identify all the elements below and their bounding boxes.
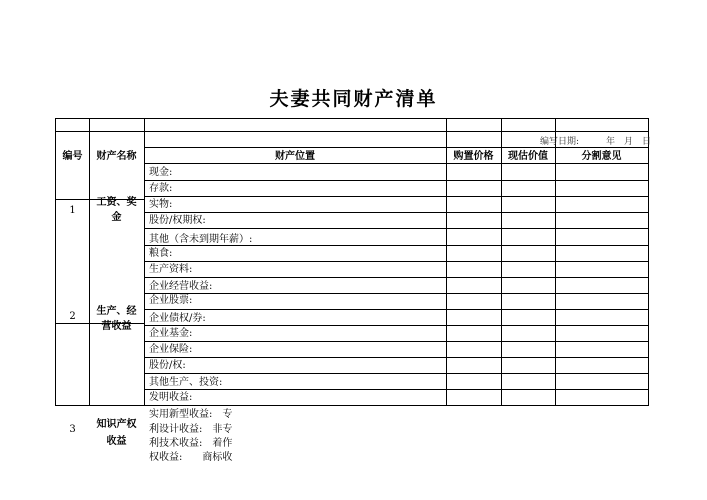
item-label: 股份/权: — [149, 360, 186, 371]
group-name: 知识产权 — [96, 419, 137, 430]
table-row-line — [144, 212, 649, 213]
table-row-line — [144, 261, 649, 262]
date-line: 编写日期: 年 月 日 — [540, 137, 652, 147]
ip-item-text: 利技术收益: 着作 — [149, 438, 233, 449]
table-row-line — [144, 196, 649, 197]
table-row-line — [144, 341, 649, 342]
table-row-line — [144, 293, 649, 294]
group-number: 2 — [69, 311, 76, 322]
group-name: 工资、奖 — [96, 197, 137, 208]
item-label: 股份/权期权: — [149, 215, 206, 226]
header-no: 编号 — [62, 151, 83, 162]
group-number: 3 — [69, 424, 76, 435]
item-label: 现金: — [149, 167, 173, 178]
header-location: 财产位置 — [275, 151, 315, 162]
item-label: 其他生产、投资: — [149, 377, 223, 388]
group-name: 收益 — [106, 436, 127, 447]
item-label: 企业债权/券: — [149, 313, 206, 324]
item-label: 存款: — [149, 183, 173, 194]
item-label: 生产资料: — [149, 264, 193, 275]
table-row-line — [144, 325, 649, 326]
table-row-line — [144, 277, 649, 278]
ip-item-text: 权收益: 商标收 — [149, 452, 233, 463]
table-row-line — [144, 389, 649, 390]
item-label: 实物: — [149, 199, 173, 210]
table-row-line — [144, 163, 649, 164]
header-purchase-price: 购置价格 — [453, 151, 494, 162]
ip-item-text: 实用新型收益: 专 — [149, 409, 233, 420]
table-row-line — [144, 373, 649, 374]
table-row-line — [144, 228, 649, 229]
group-name: 营收益 — [101, 321, 132, 332]
item-label: 粮食: — [149, 248, 173, 259]
table-row-line — [144, 180, 649, 181]
item-label: 企业保险: — [149, 344, 193, 355]
item-label: 企业经营收益: — [149, 281, 213, 292]
ip-item-text: 利设计收益: 非专 — [149, 424, 233, 435]
table-row-line — [144, 357, 649, 358]
group-name: 生产、经 — [96, 306, 137, 317]
page-title: 夫妻共同财产清单 — [269, 88, 438, 110]
header-estimated-value: 现估价值 — [508, 151, 548, 162]
item-label: 其他（含未到期年薪）: — [149, 234, 253, 245]
item-label: 企业股票: — [149, 295, 193, 306]
table-border-right — [648, 118, 649, 406]
item-label: 企业基金: — [149, 328, 193, 339]
table-row-line — [144, 309, 649, 310]
item-label: 发明收益: — [149, 392, 193, 403]
header-division: 分割意见 — [581, 151, 622, 162]
header-name: 财产名称 — [96, 151, 137, 162]
group-number: 1 — [69, 205, 76, 216]
group-name: 金 — [111, 212, 122, 223]
